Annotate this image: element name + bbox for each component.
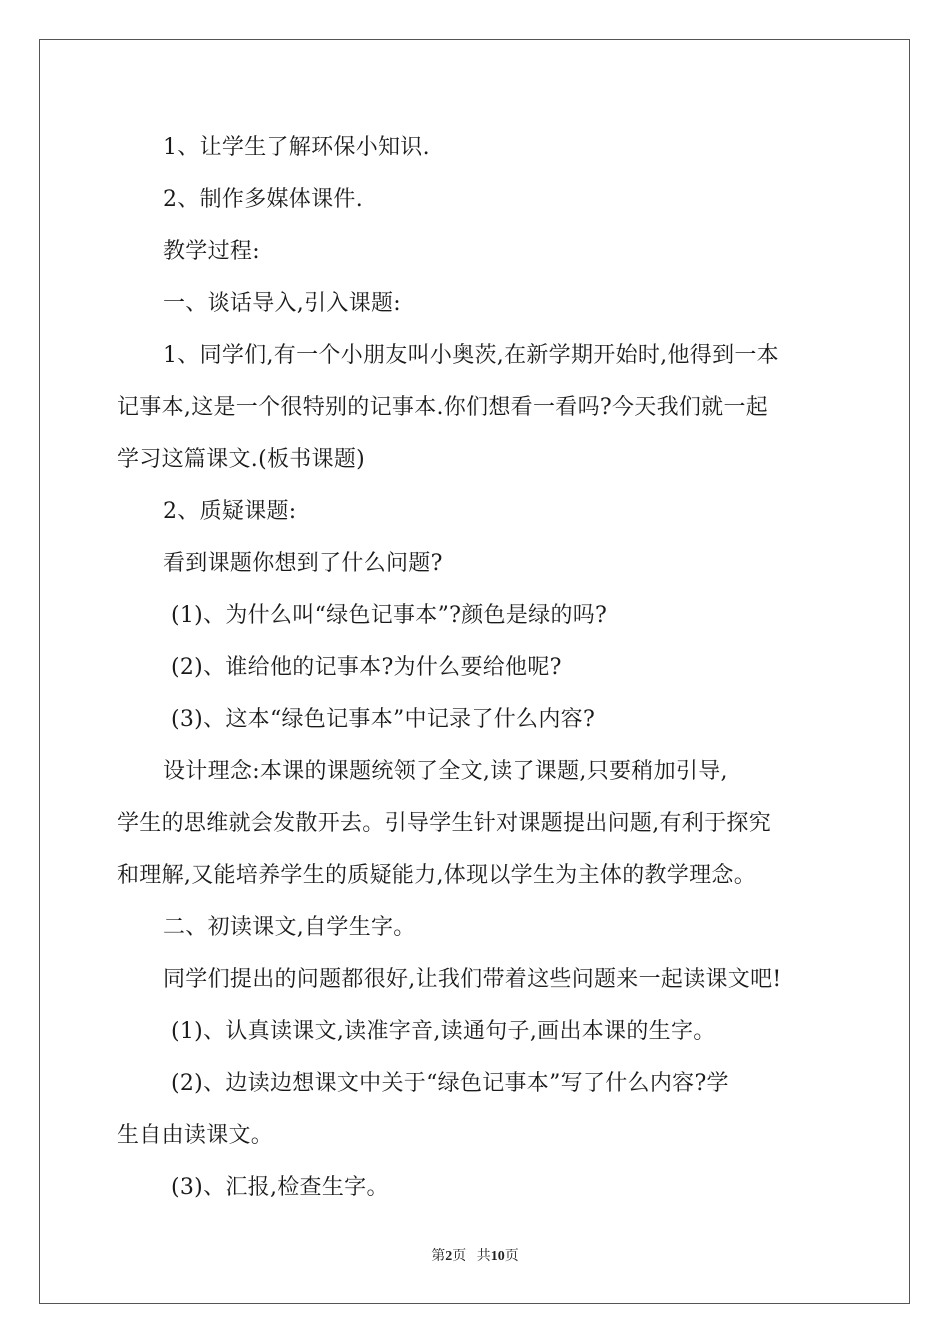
text-line: 生自由读课文。	[117, 1123, 274, 1148]
text-line: (1)、认真读课文,读准字音,读通句子,画出本课的生字。	[171, 1019, 716, 1044]
text-line: 同学们提出的问题都很好,让我们带着这些问题来一起读课文吧!	[163, 967, 782, 992]
footer-prefix: 第	[431, 1249, 446, 1264]
text-line: (2)、边读边想课文中关于“绿色记事本”写了什么内容?学	[171, 1071, 729, 1096]
text-line: 学生的思维就会发散开去。引导学生针对课题提出问题,有利于探究	[117, 811, 771, 836]
text-line: (1)、为什么叫“绿色记事本”?颜色是绿的吗?	[171, 603, 608, 628]
text-line: 教学过程:	[163, 239, 260, 264]
text-line: (3)、汇报,检查生字。	[171, 1175, 389, 1200]
text-line: 1、同学们,有一个小朋友叫小奥茨,在新学期开始时,他得到一本	[163, 343, 779, 368]
footer-total-prefix: 共	[476, 1249, 491, 1264]
footer-page-suffix: 页	[452, 1249, 467, 1264]
text-line: (3)、这本“绿色记事本”中记录了什么内容?	[171, 707, 596, 732]
text-line: 记事本,这是一个很特别的记事本.你们想看一看吗?今天我们就一起	[117, 395, 769, 420]
total-pages-number: 10	[490, 1249, 505, 1264]
page-footer	[0, 1245, 950, 1265]
text-line: 看到课题你想到了什么问题?	[163, 551, 443, 576]
footer-total-suffix: 页	[504, 1249, 519, 1264]
text-line: 一、谈话导入,引入课题:	[163, 291, 402, 316]
text-line: 2、质疑课题:	[163, 499, 297, 524]
text-line: 设计理念:本课的课题统领了全文,读了课题,只要稍加引导,	[163, 759, 728, 784]
current-page-number: 2	[445, 1249, 453, 1264]
text-line: 和理解,又能培养学生的质疑能力,体现以学生为主体的教学理念。	[117, 863, 756, 888]
text-line: 学习这篇课文.(板书课题)	[117, 447, 366, 472]
text-line: 2、制作多媒体课件.	[163, 187, 363, 212]
text-line: 二、初读课文,自学生字。	[163, 915, 416, 940]
text-line: (2)、谁给他的记事本?为什么要给他呢?	[171, 655, 562, 680]
text-line: 1、让学生了解环保小知识.	[163, 135, 430, 160]
